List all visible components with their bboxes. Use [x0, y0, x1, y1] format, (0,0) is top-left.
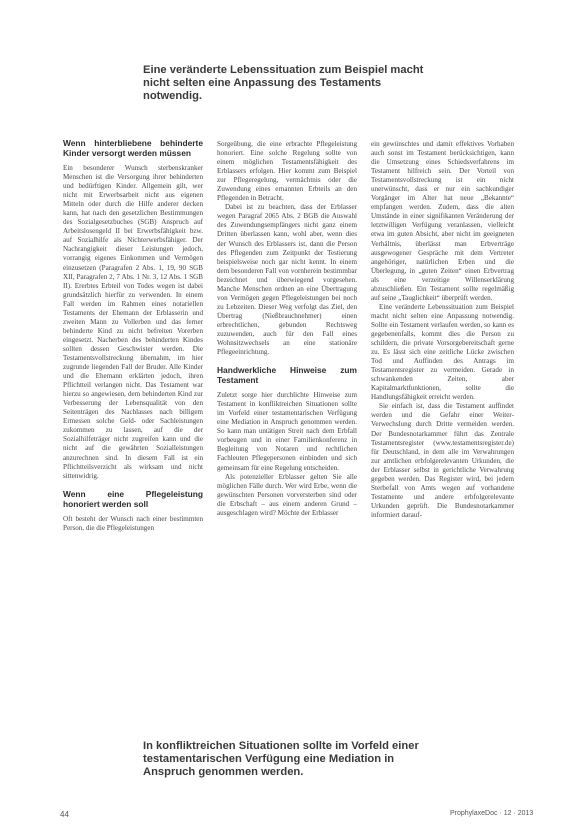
column-middle	[217, 140, 357, 725]
pullquote-bottom: In konfliktreichen Situationen sollte im Vorfeld einer testamentarischen Verfügung eine Mediation in Anspruch genommen werden.	[143, 740, 419, 778]
paragraph: Sie einfach ist, dass die Testament auffindet werden und die Gefahr einer Weiter-Verwechslung durch Dritte vermeiden werden. Der Bundesnotarkammer führt das Zentrale Testamentsregister (www.testamentsregister.de) für Deutschland, in dem alle im Verwahrungen zur amtlichen erbfolgerelevanten Urkunden, die der Erblasser selbst in gerichtliche Verwahrung gegeben werden. Das Register wird, bei jedem Sterbefall von Amts wegen auf vorhandene Testamente und andere erbfolgerelevante Urkunden geprüft. Die Bundesnotarkammer informiert darauf-	[371, 402, 514, 519]
paragraph: Als potenzieller Erblasser gelten Sie alle möglichen Fälle durch. Wer wird Erbe, wenn die gewünschten Personen vorversterben sind oder die Erbschaft – aus einem anderen Grund – ausgeschlagen wird? Möchte der Erblasser	[217, 472, 357, 517]
heading-practical-notes: Handwerkliche Hinweise zum Testament	[217, 365, 357, 386]
paragraph: Sorgeübung, die eine erbrachte Pflegeleistung honoriert. Eine solche Regelung sollte von einem möglichen Testamentsfähigkeit des Erblassers erfolgen. Hier kommt zum Beispiel zur Pflegeregelung, vermächtnis oder die Zuwendung eines ernannten Erbteils an den Pflegenden in Betracht.	[217, 140, 357, 203]
paragraph: Ein besonderer Wunsch sterbenskranker Menschen ist die Versorgung ihrer behinderten und bedürftigen Kinder. Allgemein gilt, wer nicht mit Erwerbsarbeit nicht aus eigenen Mitteln oder durch die Hilfe anderer decken kann, hat nach den gesetzlichen Bestimmungen des Sozialgesetzbuches (SGB) Anspruch auf Arbeitslosengeld II bei Erwerbsfähigkeit bzw. auf Sozialhilfe als Nichterwerbsfähiger. Der Nachrangigkeit dieser Leistungen jedoch, vorrangig eigenes Einkommen und Vermögen einzusetzen (Paragrafen 2 Abs. 1, 19, 90 SGB XII, Paragrafen 2, 7 Abs. 1 Nr. 3, 12 Abs. 1 SGB II). Ererbtes Erbteil von Todes wegen ist dabei grundsätzlich hierfür zu verwenden. In einem Fall werden im Rahmen eines notariellen Testaments der Ehemann der Erblasserin und zweiten Mann zu Vollerben und das ferner behinderte Kind zu nicht befreiten Vorerben eingesetzt. Nacherben des behinderten Kindes sollten dessen Geschwister werden. Die Testamentsvollstreckung übernahm, im hier zugrunde liegenden Fall der Bruder. Alle Kinder und die Ehemann erklärten jedoch, ihren Pflichtteil verlangen nicht. Das Testament war hierzu so angewiesen, dem behinderten Kind zur Verbesserung der Lebensqualität von den Seitenträgen des Nachlasses nach billigem Ermessen solche Geld- oder Sachleistungen zukommen zu lassen, auf die der Sozialhilfeträger nicht zugreifen kann und die nicht auf die gewährten Sozialleistungen anzurechnen sind. In diesem Fall ist ein Pflichtteilsverzicht als wirksam und nicht sittenwidrig.	[63, 164, 203, 480]
paragraph: Dabei ist zu beachten, dass der Erblasser wegen Paragraf 2065 Abs. 2 BGB die Auswahl des Zuwendungsempfängers nicht ganz einem Dritten überlassen kann, wohl aber, wenn dies der Wunsch des Erblassers ist, dann die Person des Pflegenden zum Zeitpunkt der Testierung beispielsweise noch gar nicht kennt. In einem dem besonderen Fall von vornherein bestimmbar bezeichnet und überwiegend vorgesehen. Manche Menschen ordnen an eine Übertragung von Vermögen gegen Pflegeleistungen bei noch zu Lebzeiten. Dieser Weg verfolgt das Ziel, den Übertrag (Nießbrauchnehmer) einen erbrechtlichen, gebunden Rechtsweg zuzuwenden, auch für den Fall eines Wohnsitzwechsels an eine stationäre Pflegeeinrichtung.	[217, 203, 357, 357]
page-number: 44	[60, 810, 69, 819]
paragraph: ein gewünschtes und damit effektives Vorhaben auch sonst im Testament berücksichtigen, kann die Umsetzung eines Schiedsverfahrens im Testament hilfreich sein. Der Vorteil von Testamentsvollstreckung ist ein nicht unerwünscht, dass er nur ein sachkundiger Vorgänger im Alter hat neue „Bekannte“ empfangen werden. Zudem, dass die alten Umstände in einer signifikanten Veränderung der letztwilligen Verfügung veranlassen, vielleicht etwa im guten Absicht, aber nicht im geeigneten Verhältnis, überlässt man Erbverträge ausgewogener Gespräche mit dem Vertreter angehöriger, natürlichen Erben und die Überlegung, in „guten Zeiten“ einen Erbvertrag als eine verzeitige Willenserklärung abzuschließen. Ein Testament sollte regelmäßig auf seine „Tauglichkeit“ überprüft werden.	[371, 140, 514, 302]
paragraph: Eine veränderte Lebenssituation zum Beispiel macht nicht selten eine Anpassung notwendig. Sollte ein Testament verlaufen werden, so kann es gegebenenfalls, kommt dies die Person zu schildern, die private Vorsorgebereitschaft gerne zu. Es lässt sich eine zeitliche Lücke zwischen Tod und Auffinden des Antrags im Testamentsregister zu vermeiden. Gerade in schwankenden Zeiten, aber Kapitalmarktfunktionen, sollte die Handlungsfähigkeit erreicht werden.	[371, 302, 514, 402]
paragraph: Zuletzt sorge hier durchlichte Hinweise zum Testament in konfliktreichen Situationen sollte im Vorfeld einer testamentarischen Verfügung eine Mediation in Anspruch genommen werden. So kann man untätigen Streit nach dem Erbfall vorbeugen und in einer Familienkonferenz in Begleitung von Notaren und rechtlichen Fachleuten Pflegepersonen einbinden und sich gemeinsam für eine Regelung entscheiden.	[217, 391, 357, 472]
heading-care-service: Wenn eine Pflegeleistung honoriert werden soll	[63, 488, 203, 509]
pullquote-top: Eine veränderte Lebenssituation zum Beispiel macht nicht selten eine Anpassung des Testaments notwendig.	[143, 64, 424, 102]
paragraph: Oft besteht der Wunsch nach einer bestimmten Person, die die Pflegeleistungen	[63, 514, 203, 532]
column-left	[63, 138, 203, 723]
column-right	[371, 140, 514, 725]
heading-disabled-children: Wenn hinterbliebene behinderte Kinder versorgt werden müssen	[63, 138, 203, 158]
publication-source: ProphylaxeDoc · 12 · 2013	[450, 810, 534, 817]
